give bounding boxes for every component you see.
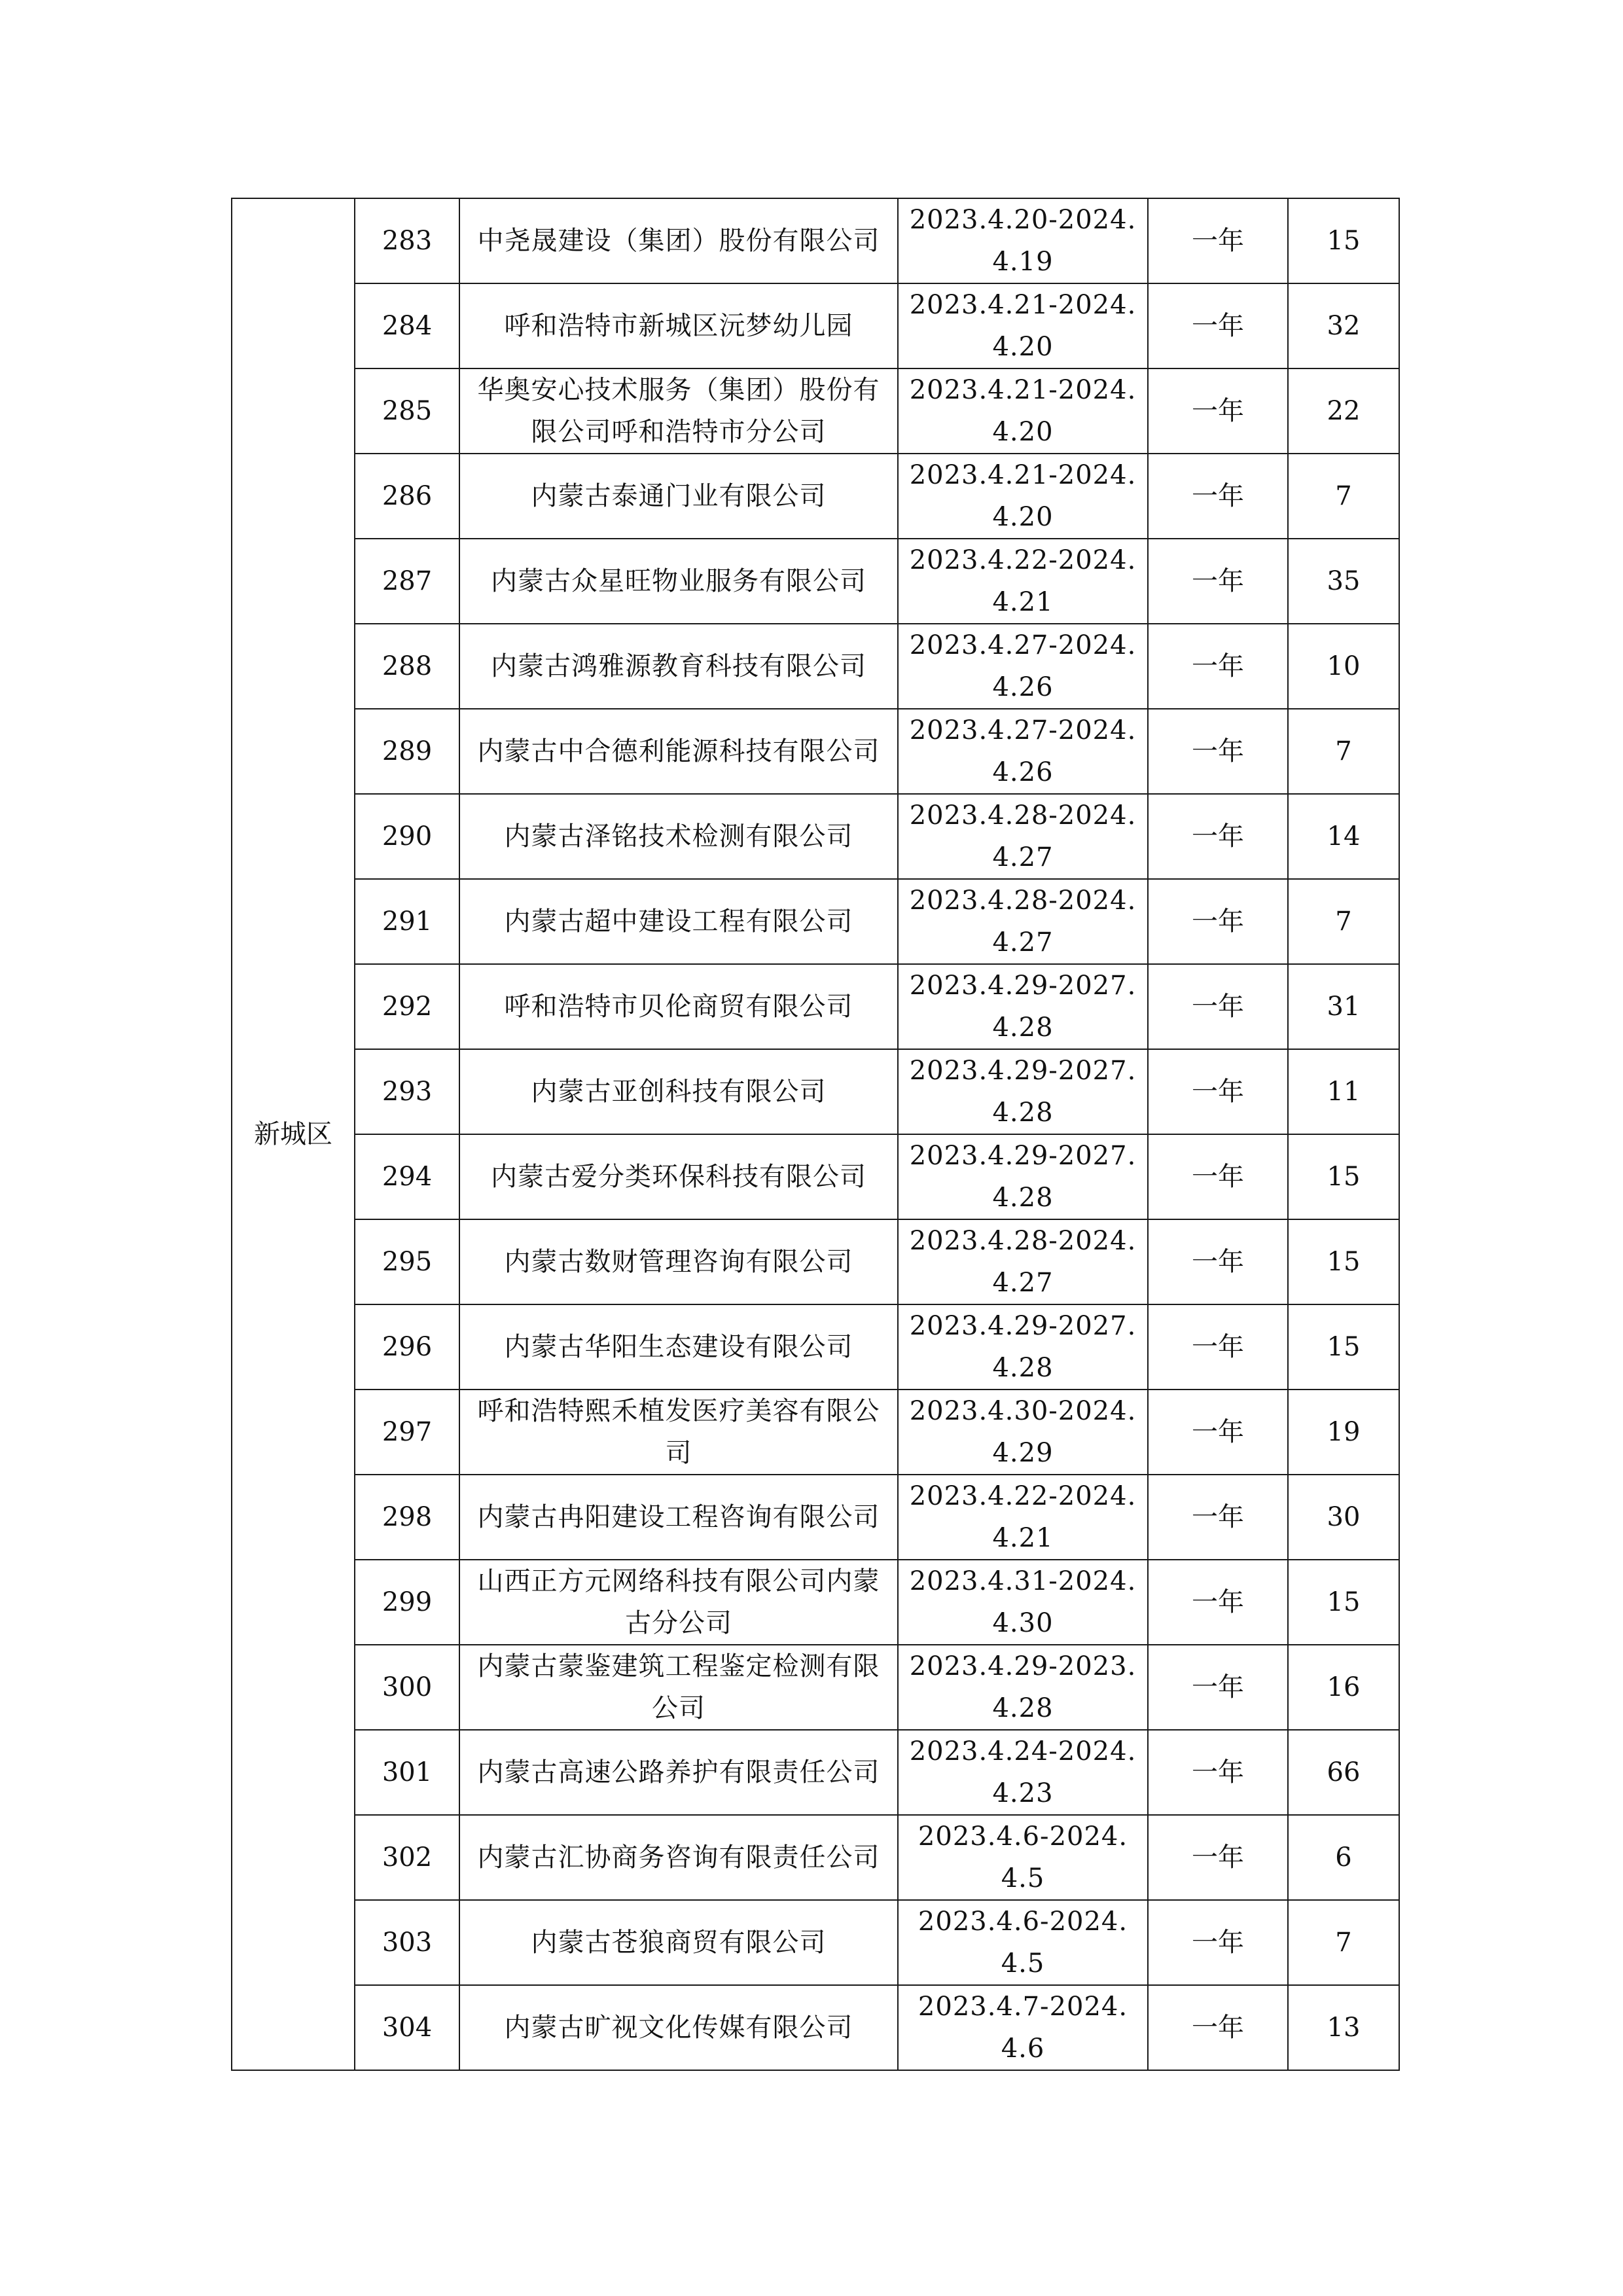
table-row — [232, 1219, 1399, 1304]
validity-period: 2023.4.6-2024.4.5 — [898, 1815, 1148, 1900]
headcount: 66 — [1288, 1730, 1399, 1815]
term-length: 一年 — [1148, 539, 1288, 624]
table-row — [232, 1560, 1399, 1645]
validity-period: 2023.4.22-2024.4.21 — [898, 539, 1148, 624]
headcount: 15 — [1288, 1304, 1399, 1390]
row-number: 284 — [355, 283, 459, 368]
term-length: 一年 — [1148, 454, 1288, 539]
term-length: 一年 — [1148, 1985, 1288, 2070]
term-length: 一年 — [1148, 1815, 1288, 1900]
term-length: 一年 — [1148, 964, 1288, 1049]
row-number: 298 — [355, 1475, 459, 1560]
row-number: 299 — [355, 1560, 459, 1645]
headcount: 15 — [1288, 1560, 1399, 1645]
validity-period: 2023.4.27-2024.4.26 — [898, 709, 1148, 794]
company-name: 内蒙古超中建设工程有限公司 — [459, 879, 898, 964]
company-name: 内蒙古蒙鉴建筑工程鉴定检测有限公司 — [459, 1645, 898, 1730]
company-table — [231, 198, 1400, 2071]
table-row — [232, 1049, 1399, 1134]
term-length: 一年 — [1148, 283, 1288, 368]
term-length: 一年 — [1148, 1049, 1288, 1134]
validity-period: 2023.4.28-2024.4.27 — [898, 1219, 1148, 1304]
table-row — [232, 454, 1399, 539]
table-row — [232, 794, 1399, 879]
row-number: 289 — [355, 709, 459, 794]
validity-period: 2023.4.29-2027.4.28 — [898, 1304, 1148, 1390]
headcount: 32 — [1288, 283, 1399, 368]
validity-period: 2023.4.28-2024.4.27 — [898, 879, 1148, 964]
company-name: 内蒙古鸿雅源教育科技有限公司 — [459, 624, 898, 709]
headcount: 35 — [1288, 539, 1399, 624]
company-name: 内蒙古旷视文化传媒有限公司 — [459, 1985, 898, 2070]
headcount: 15 — [1288, 1134, 1399, 1219]
row-number: 297 — [355, 1390, 459, 1475]
table-row — [232, 624, 1399, 709]
table-row — [232, 1730, 1399, 1815]
table-row — [232, 368, 1399, 454]
headcount: 30 — [1288, 1475, 1399, 1560]
validity-period: 2023.4.6-2024.4.5 — [898, 1900, 1148, 1985]
term-length: 一年 — [1148, 1219, 1288, 1304]
company-name: 呼和浩特熙禾植发医疗美容有限公司 — [459, 1390, 898, 1475]
term-length: 一年 — [1148, 1645, 1288, 1730]
table-row — [232, 1815, 1399, 1900]
term-length: 一年 — [1148, 1390, 1288, 1475]
table-row — [232, 1645, 1399, 1730]
validity-period: 2023.4.7-2024.4.6 — [898, 1985, 1148, 2070]
validity-period: 2023.4.21-2024.4.20 — [898, 368, 1148, 454]
headcount: 13 — [1288, 1985, 1399, 2070]
row-number: 290 — [355, 794, 459, 879]
company-name: 华奥安心技术服务（集团）股份有限公司呼和浩特市分公司 — [459, 368, 898, 454]
validity-period: 2023.4.31-2024.4.30 — [898, 1560, 1148, 1645]
row-number: 296 — [355, 1304, 459, 1390]
headcount: 22 — [1288, 368, 1399, 454]
table-row — [232, 1304, 1399, 1390]
company-name: 内蒙古华阳生态建设有限公司 — [459, 1304, 898, 1390]
term-length: 一年 — [1148, 1560, 1288, 1645]
row-number: 288 — [355, 624, 459, 709]
company-name: 内蒙古泽铭技术检测有限公司 — [459, 794, 898, 879]
headcount: 10 — [1288, 624, 1399, 709]
table-row — [232, 198, 1399, 283]
validity-period: 2023.4.21-2024.4.20 — [898, 454, 1148, 539]
headcount: 6 — [1288, 1815, 1399, 1900]
table-row — [232, 539, 1399, 624]
validity-period: 2023.4.22-2024.4.21 — [898, 1475, 1148, 1560]
validity-period: 2023.4.27-2024.4.26 — [898, 624, 1148, 709]
table-row — [232, 1390, 1399, 1475]
row-number: 304 — [355, 1985, 459, 2070]
term-length: 一年 — [1148, 624, 1288, 709]
term-length: 一年 — [1148, 368, 1288, 454]
company-name: 山西正方元网络科技有限公司内蒙古分公司 — [459, 1560, 898, 1645]
table-row — [232, 1985, 1399, 2070]
headcount: 19 — [1288, 1390, 1399, 1475]
row-number: 301 — [355, 1730, 459, 1815]
row-number: 294 — [355, 1134, 459, 1219]
row-number: 287 — [355, 539, 459, 624]
headcount: 7 — [1288, 1900, 1399, 1985]
term-length: 一年 — [1148, 198, 1288, 283]
validity-period: 2023.4.28-2024.4.27 — [898, 794, 1148, 879]
validity-period: 2023.4.29-2027.4.28 — [898, 1134, 1148, 1219]
validity-period: 2023.4.29-2027.4.28 — [898, 1049, 1148, 1134]
headcount: 15 — [1288, 198, 1399, 283]
term-length: 一年 — [1148, 1900, 1288, 1985]
row-number: 285 — [355, 368, 459, 454]
company-name: 内蒙古众星旺物业服务有限公司 — [459, 539, 898, 624]
company-name: 中尧晟建设（集团）股份有限公司 — [459, 198, 898, 283]
validity-period: 2023.4.30-2024.4.29 — [898, 1390, 1148, 1475]
headcount: 31 — [1288, 964, 1399, 1049]
row-number: 292 — [355, 964, 459, 1049]
term-length: 一年 — [1148, 1730, 1288, 1815]
company-name: 呼和浩特市贝伦商贸有限公司 — [459, 964, 898, 1049]
table-row — [232, 1900, 1399, 1985]
company-name: 内蒙古爱分类环保科技有限公司 — [459, 1134, 898, 1219]
row-number: 302 — [355, 1815, 459, 1900]
headcount: 14 — [1288, 794, 1399, 879]
validity-period: 2023.4.20-2024.4.19 — [898, 198, 1148, 283]
company-name: 内蒙古泰通门业有限公司 — [459, 454, 898, 539]
table-row — [232, 879, 1399, 964]
headcount: 7 — [1288, 454, 1399, 539]
company-name: 内蒙古数财管理咨询有限公司 — [459, 1219, 898, 1304]
headcount: 16 — [1288, 1645, 1399, 1730]
validity-period: 2023.4.24-2024.4.23 — [898, 1730, 1148, 1815]
company-name: 内蒙古亚创科技有限公司 — [459, 1049, 898, 1134]
term-length: 一年 — [1148, 1304, 1288, 1390]
headcount: 15 — [1288, 1219, 1399, 1304]
row-number: 303 — [355, 1900, 459, 1985]
company-name: 内蒙古高速公路养护有限责任公司 — [459, 1730, 898, 1815]
term-length: 一年 — [1148, 1475, 1288, 1560]
company-name: 呼和浩特市新城区沅梦幼儿园 — [459, 283, 898, 368]
headcount: 7 — [1288, 879, 1399, 964]
validity-period: 2023.4.29-2027.4.28 — [898, 964, 1148, 1049]
row-number: 295 — [355, 1219, 459, 1304]
row-number: 293 — [355, 1049, 459, 1134]
table-body — [232, 198, 1399, 2070]
table-row — [232, 283, 1399, 368]
headcount: 7 — [1288, 709, 1399, 794]
company-name: 内蒙古苍狼商贸有限公司 — [459, 1900, 898, 1985]
company-name: 内蒙古汇协商务咨询有限责任公司 — [459, 1815, 898, 1900]
term-length: 一年 — [1148, 1134, 1288, 1219]
term-length: 一年 — [1148, 879, 1288, 964]
term-length: 一年 — [1148, 709, 1288, 794]
row-number: 300 — [355, 1645, 459, 1730]
row-number: 286 — [355, 454, 459, 539]
row-number: 283 — [355, 198, 459, 283]
validity-period: 2023.4.29-2023.4.28 — [898, 1645, 1148, 1730]
company-name: 内蒙古中合德利能源科技有限公司 — [459, 709, 898, 794]
table-row — [232, 964, 1399, 1049]
table-row — [232, 1475, 1399, 1560]
company-name: 内蒙古冉阳建设工程咨询有限公司 — [459, 1475, 898, 1560]
row-number: 291 — [355, 879, 459, 964]
validity-period: 2023.4.21-2024.4.20 — [898, 283, 1148, 368]
table-row — [232, 1134, 1399, 1219]
term-length: 一年 — [1148, 794, 1288, 879]
headcount: 11 — [1288, 1049, 1399, 1134]
district-cell: 新城区 — [232, 198, 355, 2070]
table-row — [232, 709, 1399, 794]
